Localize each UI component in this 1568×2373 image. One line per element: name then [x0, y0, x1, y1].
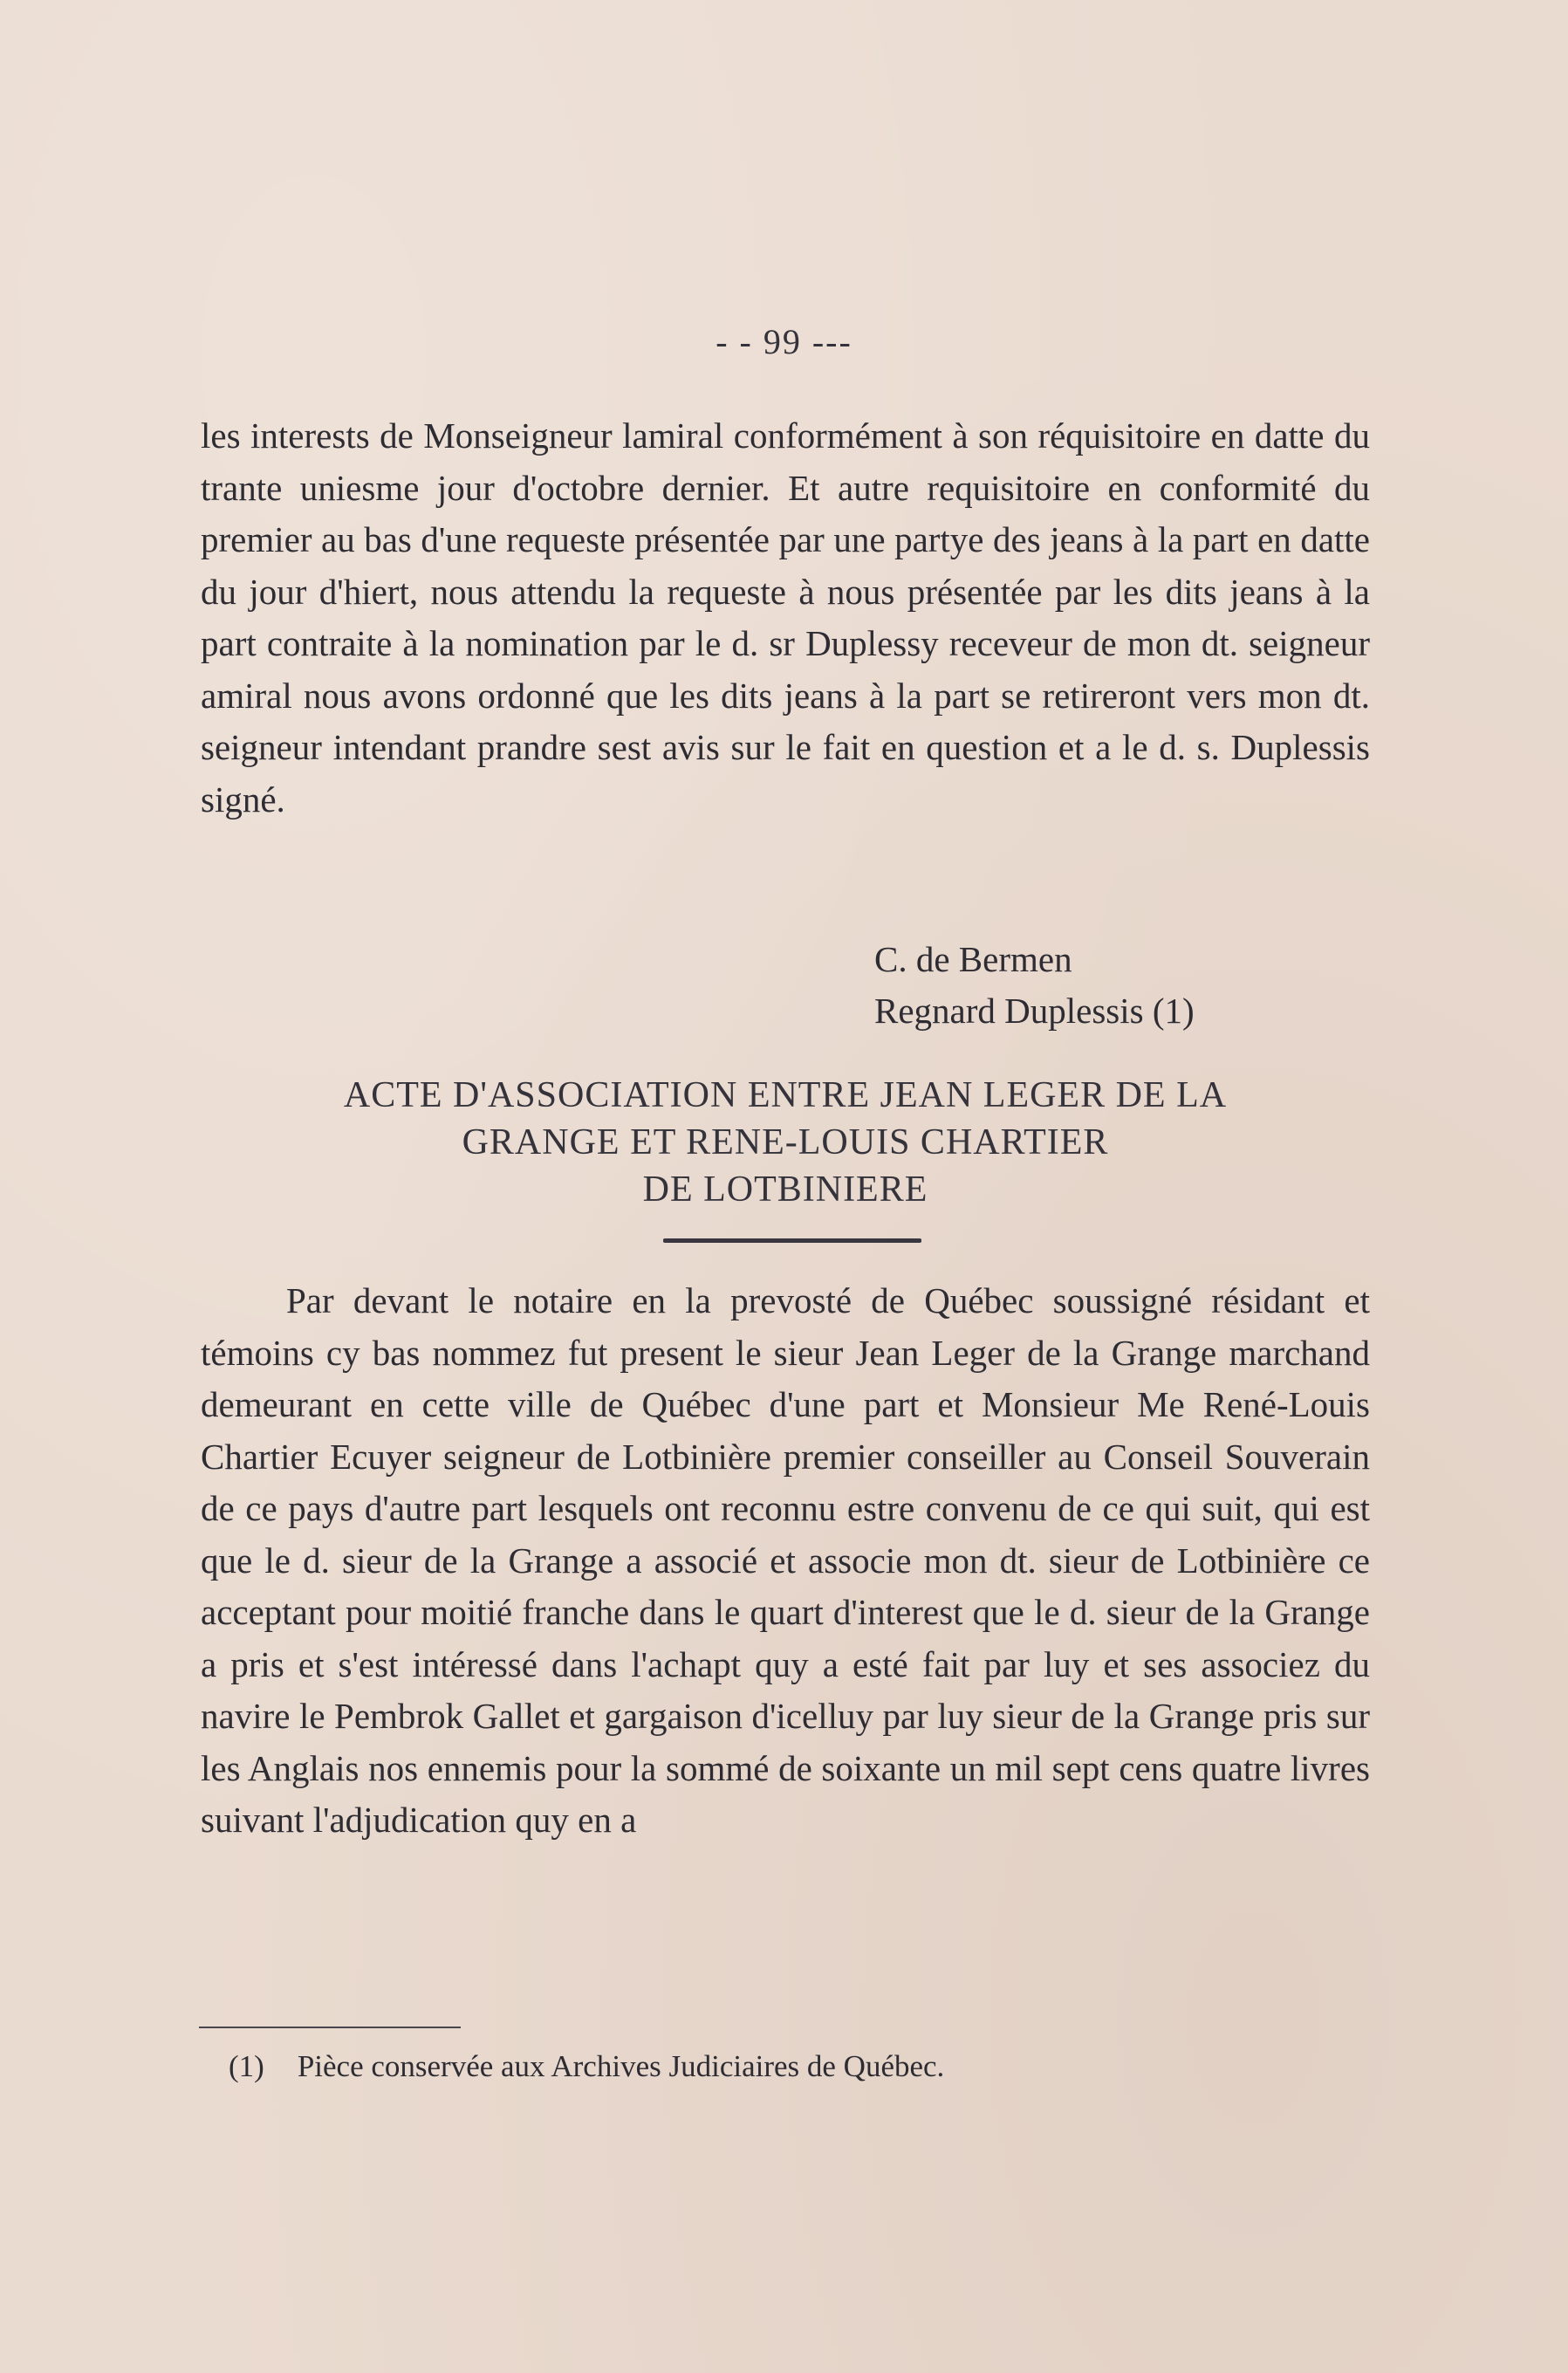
footnote-text: Pièce conservée aux Archives Judiciaires de Québec.	[297, 2049, 945, 2083]
page-number: - - 99 ---	[716, 322, 852, 361]
signature-block	[874, 934, 1195, 1037]
act-paragraph-block	[201, 1275, 1370, 1847]
title-divider	[663, 1238, 921, 1243]
section-title-line-3: DE LOTBINIERE	[642, 1169, 928, 1210]
section-title	[166, 1072, 1405, 1213]
footnote-marker: (1)	[229, 2049, 264, 2083]
section-title-line-1: ACTE D'ASSOCIATION ENTRE JEAN LEGER DE LA	[343, 1075, 1228, 1115]
act-paragraph: Par devant le notaire en la prevosté de Québec soussigné résidant et témoins cy bas nommez fut present le sieur Jean Leger de la Grange marchand demeurant en cette ville de Québec d'une part et Monsieur Me René-Louis Chartier Ecuyer seigneur de Lotbinière premier conseiller au Conseil Souverain de ce pays d'autre part lesquels ont reconnu estre convenu de ce qui suit, qui est que le d. sieur de la Grange a associé et associe mon dt. sieur de Lotbinière ce acceptant pour moitié franche dans le quart d'interest que le d. sieur de la Grange a pris et s'est intéressé dans l'achapt quy a esté fait par luy et ses associez du navire le Pembrok Gallet et gargaison d'icelluy par luy sieur de la Grange pris sur les Anglais nos ennemis pour la sommé de soixante un mil sept cens quatre livres suivant l'adjudication quy en a	[201, 1280, 1370, 1840]
signature-bermen: C. de Bermen	[874, 939, 1072, 979]
footnote	[229, 2046, 944, 2088]
section-title-line-2: GRANGE ET RENE-LOUIS CHARTIER	[462, 1122, 1109, 1162]
continuation-paragraph-block	[201, 410, 1370, 826]
signature-duplessis: Regnard Duplessis (1)	[874, 991, 1195, 1031]
footnote-divider	[199, 2027, 461, 2028]
continuation-paragraph: les interests de Monseigneur lamiral conformément à son réquisitoire en datte du trante uniesme jour d'octobre dernier. Et autre requisitoire en conformité du premier au bas d'une requeste présentée par une partye des jeans à la part en datte du jour d'hiert, nous attendu la requeste à nous présentée par les dits jeans à la part contraite à la nomination par le d. sr Duplessy receveur de mon dt. seigneur amiral nous avons ordonné que les dits jeans à la part se retireront vers mon dt. seigneur intendant prandre sest avis sur le fait en question et a le d. s. Duplessis signé.	[201, 415, 1370, 820]
